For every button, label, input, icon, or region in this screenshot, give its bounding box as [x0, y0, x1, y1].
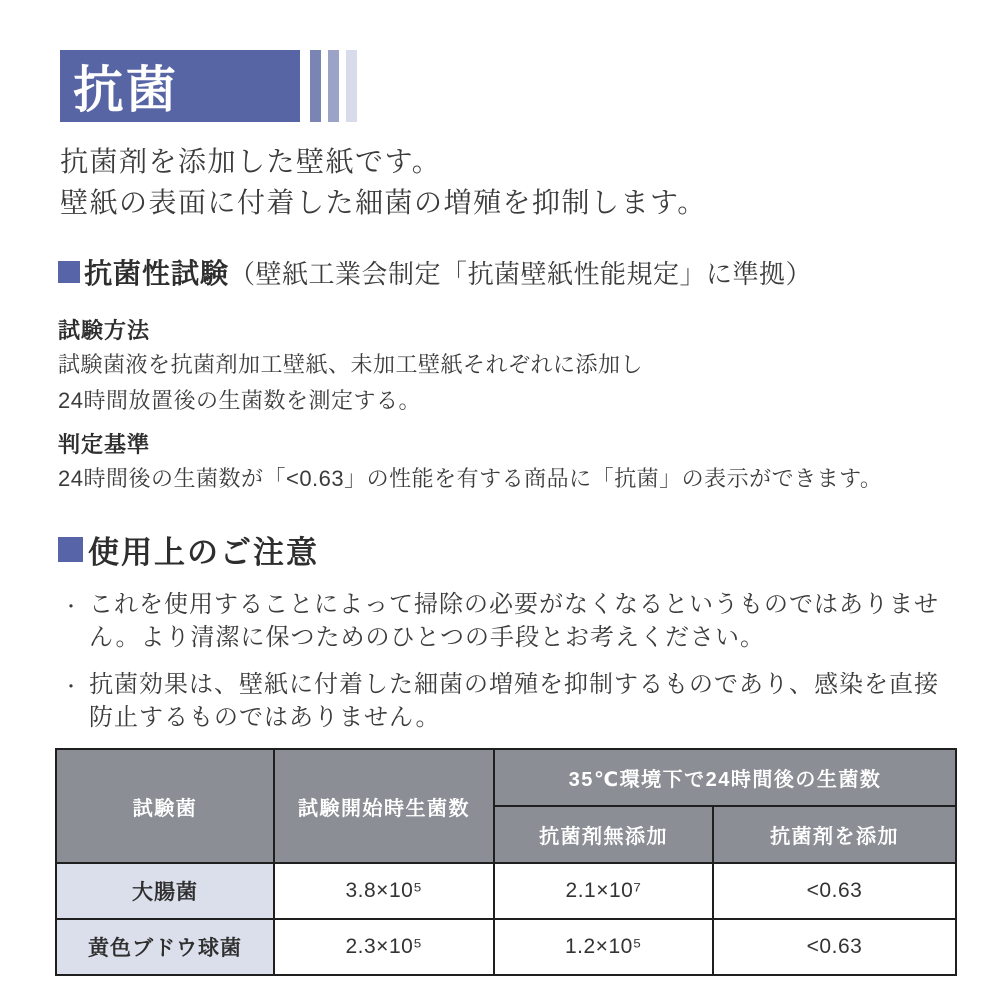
caution-bullet-list [62, 588, 956, 734]
bullet-dot-icon: ・ [62, 597, 81, 617]
caution-bullet-1: これを使用することによって掃除の必要がなくなるというものではありません。より清潔に保つためのひとつの手段とお考えください。 [89, 591, 939, 651]
banner-stripe-2 [328, 50, 339, 122]
page-title: 抗菌 [73, 62, 179, 118]
intro-line-1: 抗菌剤を添加した壁紙です。 [60, 146, 442, 177]
banner-stripe-3 [346, 50, 357, 122]
bullet-dot-icon: ・ [62, 677, 81, 697]
caution-section-title: 使用上のご注意 [88, 535, 319, 570]
table-row [56, 919, 956, 975]
title-banner-row [60, 50, 357, 122]
caution-section-heading [58, 527, 319, 572]
test-method-label: 試験方法 [58, 318, 151, 343]
banner-stripe-1 [310, 50, 321, 122]
cell-initial-count: 3.8×10⁵ [274, 863, 494, 919]
test-section-title: 抗菌性試験 [84, 258, 230, 289]
intro-line-2: 壁紙の表面に付着した細菌の増殖を抑制します。 [60, 187, 707, 218]
test-method-line-2: 24時間放置後の生菌数を測定する。 [58, 388, 421, 413]
test-method-text [58, 347, 643, 419]
cell-no-agent-count: 2.1×10⁷ [494, 863, 713, 919]
test-method-line-1: 試験菌液を抗菌剤加工壁紙、未加工壁紙それぞれに添加し [58, 352, 644, 377]
cell-bacteria-name: 大腸菌 [56, 863, 274, 919]
intro-paragraph [60, 141, 707, 223]
cell-with-agent-count: <0.63 [713, 863, 956, 919]
col-header-with-agent: 抗菌剤を添加 [713, 806, 956, 863]
col-header-bacteria: 試験菌 [56, 749, 274, 863]
col-header-after-24h-group: 35℃環境下で24時間後の生菌数 [494, 749, 956, 806]
table-header-row-1 [56, 749, 956, 806]
col-header-initial-count: 試験開始時生菌数 [274, 749, 494, 863]
caution-bullet-2: 抗菌効果は、壁紙に付着した細菌の増殖を抑制するものであり、感染を直接防止するものではありません。 [89, 671, 939, 731]
table-row [56, 863, 956, 919]
test-results-table [55, 748, 957, 976]
cell-with-agent-count: <0.63 [713, 919, 956, 975]
criteria-label: 判定基準 [58, 432, 151, 457]
list-item [62, 668, 956, 734]
blue-square-icon [58, 261, 80, 283]
page-title-banner [60, 50, 300, 122]
list-item [62, 588, 956, 654]
blue-square-icon [58, 537, 83, 562]
cell-no-agent-count: 1.2×10⁵ [494, 919, 713, 975]
criteria-text: 24時間後の生菌数が「<0.63」の性能を有する商品に「抗菌」の表示ができます。 [58, 466, 883, 491]
col-header-no-agent: 抗菌剤無添加 [494, 806, 713, 863]
test-section-note: （壁紙工業会制定「抗菌壁紙性能規定」に準拠） [229, 258, 813, 289]
test-section-heading [58, 252, 812, 292]
cell-bacteria-name: 黄色ブドウ球菌 [56, 919, 274, 975]
cell-initial-count: 2.3×10⁵ [274, 919, 494, 975]
